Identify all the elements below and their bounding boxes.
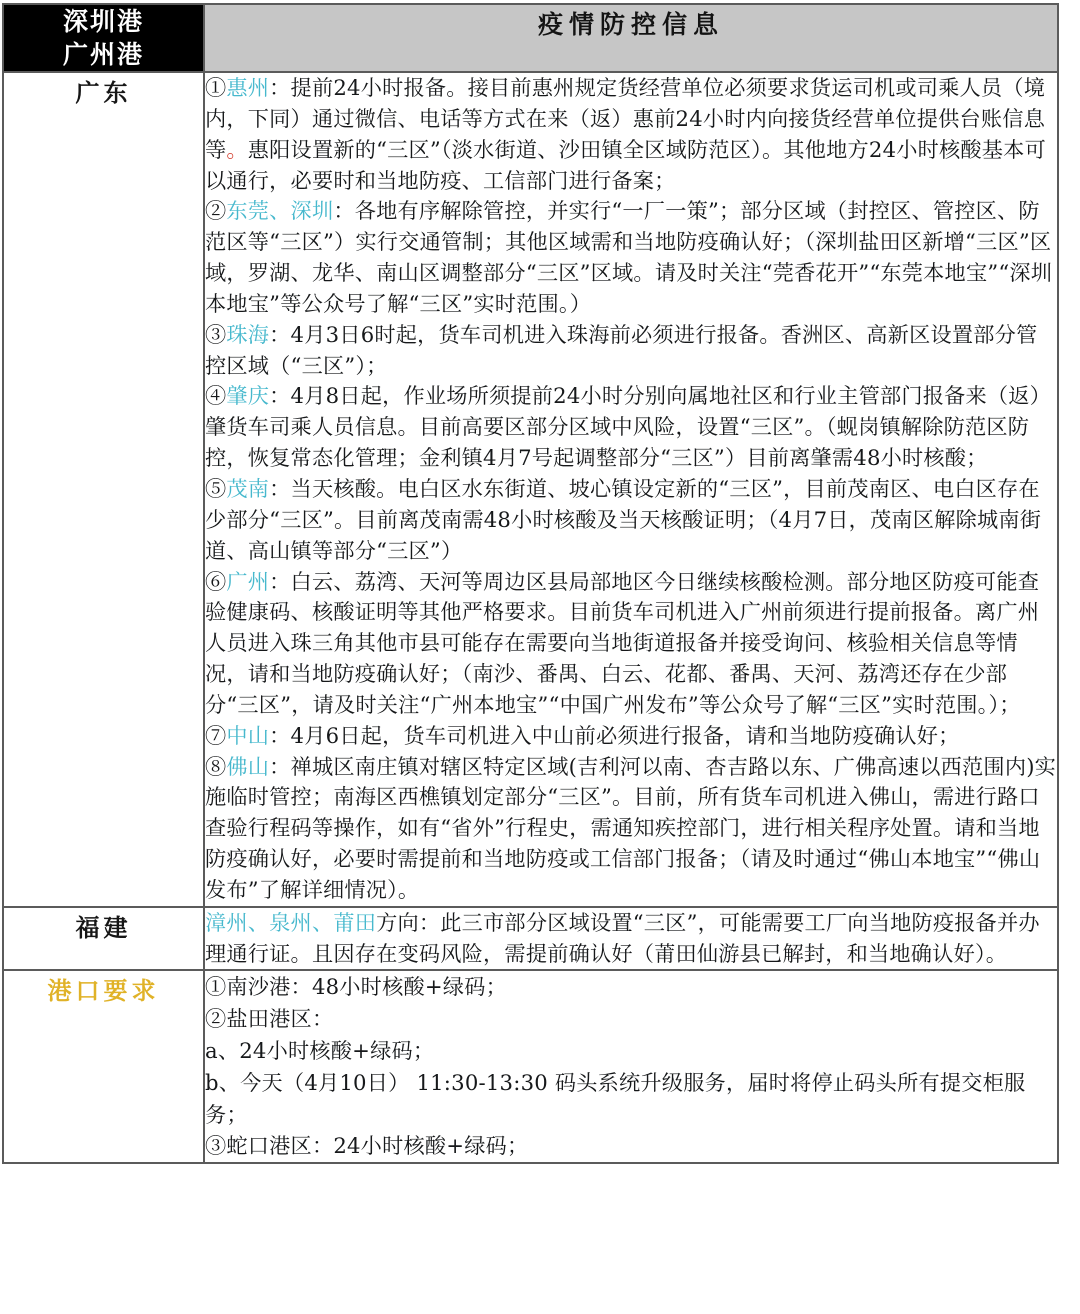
item-body: ：4月3日6时起，货车司机进入珠海前必须进行报备。香洲区、高新区设置部分管控区域（“三区”）； bbox=[205, 321, 1038, 378]
content-cell-guangdong bbox=[204, 72, 1058, 907]
item-marker: ③ bbox=[205, 321, 227, 347]
item-marker: ⑥ bbox=[205, 568, 227, 594]
table-row bbox=[3, 72, 1058, 907]
list-item: ①南沙港：48小时核酸+绿码； bbox=[205, 974, 507, 1000]
city-name: 茂南 bbox=[226, 475, 270, 501]
city-name: 珠海 bbox=[226, 321, 270, 347]
list-item: ②盐田港区： bbox=[205, 1006, 334, 1032]
header-port-line-1: 深圳港 bbox=[62, 7, 144, 36]
item-body-cont: 惠阳设置新的“三区”（淡水街道、沙田镇全区域防范区）。其他地方24小时核酸基本可以通行，必要时和当地防疫、工信部门进行备案； bbox=[205, 136, 1046, 193]
region-label: 广东 bbox=[75, 78, 132, 107]
item-marker: ⑧ bbox=[205, 753, 227, 779]
list-item bbox=[205, 567, 1057, 721]
table-header-row bbox=[3, 4, 1058, 72]
item-body: ：各地有序解除管控，并实行“一厂一策”；部分区域（封控区、管控区、防范区等“三区”）实行交通管制；其他区域需和当地防疫确认好；（深圳盐田区新增“三区”区域，罗湖、龙华、南山区调整部分“三区”区域。请及时关注“莞香花开”“东莞本地宝”“深圳本地宝”等公众号了解“三区”实时范围。） bbox=[205, 198, 1053, 316]
item-body: ：当天核酸。电白区水东街道、坡心镇设定新的“三区”，目前茂南区、电白区存在少部分“三区”。目前离茂南需48小时核酸及当天核酸证明；（4月7日，茂南区解除城南街道、高山镇等部分“三区”） bbox=[205, 475, 1042, 563]
city-name: 佛山 bbox=[226, 753, 270, 779]
epidemic-info-table bbox=[2, 3, 1059, 1164]
item-marker: ① bbox=[205, 75, 227, 100]
item-body: ：提前24小时报备。接目前惠州规定货经营单位必须要求货运司机或司乘人员（境内，下同）通过微信、电话等方式在来（返）惠前24小时内向接货经营单位提供台账信息等 bbox=[205, 75, 1046, 162]
list-item: a、24小时核酸+绿码； bbox=[205, 1038, 435, 1064]
list-item bbox=[205, 320, 1057, 382]
item-marker: ② bbox=[205, 198, 227, 224]
city-name: 漳州、泉州、莆田 bbox=[205, 909, 377, 935]
list-item: b、今天（4月10日） 11:30-13:30 码头系统升级服务，届时将停止码头所有提交柜服务； bbox=[205, 1069, 1026, 1127]
content-cell-port-requirements bbox=[204, 970, 1058, 1163]
list-item bbox=[205, 721, 1057, 752]
list-item bbox=[205, 196, 1057, 319]
header-port-line-2: 广州港 bbox=[62, 40, 144, 69]
list-item bbox=[205, 381, 1057, 474]
item-marker: ⑦ bbox=[205, 722, 227, 748]
list-item bbox=[205, 474, 1057, 567]
red-period-mark: 。 bbox=[226, 136, 248, 162]
item-body: ：禅城区南庄镇对辖区特定区域(吉利河以南、杏吉路以东、广佛高速以西范围内)实施临时管控；南海区西樵镇划定部分“三区”。目前，所有货车司机进入佛山，需进行路口查验行程码等操作，如有“省外”行程史，需通知疾控部门，进行相关程序处置。请和当地防疫确认好，必要时需提前和当地防疫或工信部门报备；（请及时通过“佛山本地宝”“佛山发布”了解详细情况）。 bbox=[205, 753, 1057, 902]
list-item: ③蛇口港区：24小时核酸+绿码； bbox=[205, 1133, 529, 1159]
region-label: 福建 bbox=[75, 912, 132, 942]
item-body: ：白云、荔湾、天河等周边区县局部地区今日继续核酸检测。部分地区防疫可能查验健康码、核酸证明等其他严格要求。目前货车司机进入广州前须进行提前报备。离广州人员进入珠三角其他市县可能存在需要向当地街道报备并接受询问、核验相关信息等情况，请和当地防疫确认好；（南沙、番禺、白云、花都、番禺、天河、荔湾还存在少部分“三区”，请及时关注“广州本地宝”“中国广州发布”等公众号了解“三区”实时范围。）； bbox=[205, 568, 1040, 717]
table-row bbox=[3, 970, 1058, 1163]
city-name: 中山 bbox=[226, 722, 270, 748]
region-label: 港口要求 bbox=[47, 976, 160, 1006]
document-page bbox=[0, 3, 1080, 1314]
region-cell-port-requirements bbox=[3, 970, 204, 1163]
item-marker: ⑤ bbox=[205, 475, 227, 501]
item-body: ：4月8日起，作业场所须提前24小时分别向属地社区和行业主管部门报备来（返）肇货车司乘人员信息。目前高要区部分区域中风险，设置“三区”。（蚬岗镇解除防范区防控，恢复常态化管理；金利镇4月7号起调整部分“三区”）目前离肇需48小时核酸； bbox=[205, 383, 1052, 471]
list-item bbox=[205, 752, 1057, 906]
city-name: 东莞、深圳 bbox=[226, 198, 334, 224]
item-body: 方向：此三市部分区域设置“三区”，可能需要工厂向当地防疫报备并办理通行证。且因存在变码风险，需提前确认好（莆田仙游县已解封，和当地确认好）。 bbox=[205, 909, 1040, 966]
item-marker: ④ bbox=[205, 383, 227, 409]
list-item bbox=[205, 73, 1057, 196]
city-name: 惠州 bbox=[226, 75, 270, 100]
table-row bbox=[3, 907, 1058, 971]
region-cell-fujian bbox=[3, 907, 204, 971]
region-cell-guangdong bbox=[3, 72, 204, 907]
list-item bbox=[205, 908, 1057, 970]
city-name: 肇庆 bbox=[226, 383, 270, 409]
header-port-cell bbox=[3, 4, 204, 72]
item-body: ：4月6日起，货车司机进入中山前必须进行报备，请和当地防疫确认好； bbox=[269, 722, 960, 748]
city-name: 广州 bbox=[226, 568, 270, 594]
content-cell-fujian bbox=[204, 907, 1058, 971]
header-title-cell: 疫情防控信息 bbox=[204, 4, 1058, 72]
